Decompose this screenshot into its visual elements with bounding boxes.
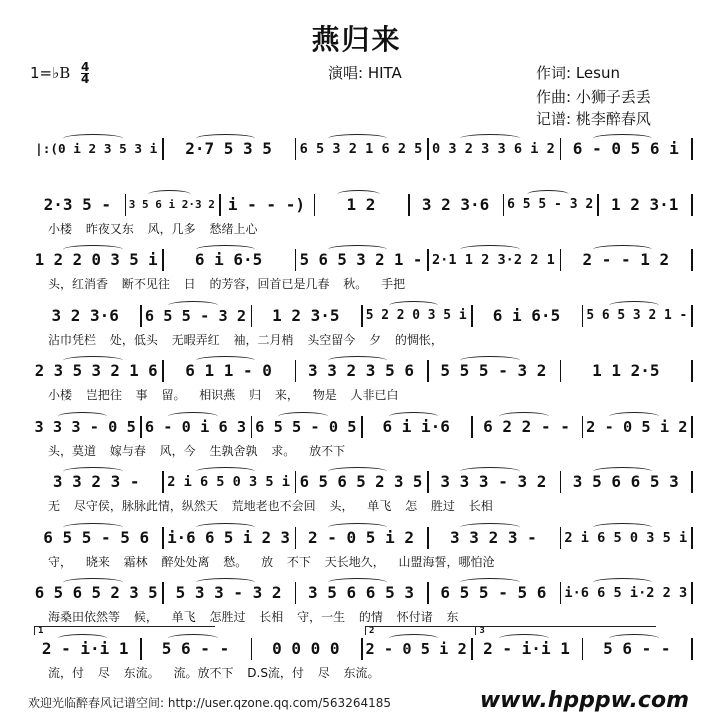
- slur-mark: [63, 134, 123, 143]
- bar-line: [691, 416, 693, 438]
- slur-mark: [389, 301, 439, 310]
- measure: 3 3 2 3 -: [450, 527, 537, 547]
- site-watermark: www.hpppw.com: [479, 688, 689, 713]
- measure: 2·3 5 -: [43, 194, 111, 214]
- notation-line: [30, 625, 692, 662]
- measure: 6 i 6·5: [194, 250, 263, 269]
- slur-mark: [593, 245, 653, 254]
- measure: 6 5 5 - 5 6: [43, 527, 150, 547]
- footer-text: 欢迎光临醉春风记谱空间: http://user.qzone.qq.com/563264185: [28, 696, 392, 710]
- measure: 2 - 0 5 i 2: [365, 639, 467, 658]
- measure: |:(0 i 2 3 5 3 i: [35, 141, 158, 156]
- score-system: [0, 572, 713, 630]
- measure: 6 i 6·5: [492, 305, 561, 325]
- lyric-line: [30, 386, 692, 404]
- bar-line: [691, 360, 693, 382]
- slur-mark: [609, 301, 659, 310]
- slur-mark: [196, 523, 256, 532]
- slur-mark: [389, 412, 439, 421]
- time-bottom: 4: [81, 72, 90, 86]
- lyric-line: [30, 442, 692, 460]
- key-label: 1=: [30, 64, 53, 82]
- transcriber-credit: 记谱: 桃李醉春风: [536, 110, 651, 128]
- measure: 5 3 3 - 3 2: [175, 583, 282, 602]
- score-system: [0, 295, 713, 353]
- measure: 5 6 - -: [603, 638, 671, 658]
- measure: i·6 6 5 i·2 2 3: [564, 585, 688, 601]
- measure: 2 - 0 5 i 2: [308, 527, 414, 547]
- measure: 3 3 2 3 -: [52, 472, 140, 491]
- measure: 6 1 1 - 0: [185, 361, 272, 380]
- bar-line: [691, 527, 693, 549]
- lyric-line: [30, 664, 692, 682]
- measure: 3 2 3·6: [421, 194, 490, 214]
- notation-line: [30, 247, 692, 273]
- measure: 3 5 6 6 5 3: [572, 472, 679, 491]
- score-system: [0, 406, 713, 464]
- score-system: [0, 625, 713, 686]
- lyric-text: 海桑田依然等 候， 单飞 怎胜过 长相 守，一生 的情 怀付诸 东: [48, 610, 459, 624]
- measure: 1 2 2 0 3 5 i: [34, 250, 158, 269]
- measure: 6 2 2 - -: [483, 416, 570, 436]
- score-system: [0, 184, 713, 242]
- bar-line: [691, 138, 693, 160]
- bar-line: [691, 471, 693, 493]
- measure: 2 i 6 5 0 3 5 i: [167, 474, 290, 490]
- measure: 1 1 2·5: [592, 361, 660, 380]
- lyric-text: 流，付 尽 东流。 流。放不下 D.S流，付 尽 东流。: [48, 665, 380, 680]
- slur-mark: [460, 578, 520, 587]
- lyricist-credit: 作词: Lesun: [536, 64, 620, 82]
- slur-mark: [460, 245, 520, 254]
- volta-bracket: 1: [34, 626, 215, 635]
- time-signature: [81, 62, 89, 85]
- measure: 3 2 3·6: [51, 305, 119, 325]
- notation-line: [30, 469, 692, 495]
- lyric-text: 小楼 岂把往 事 留。 相识燕 归 来， 物是 人非已白: [48, 388, 399, 402]
- score-system: [0, 517, 713, 575]
- slur-mark: [499, 412, 549, 421]
- measure: 2 - i·i 1: [483, 638, 570, 658]
- slur-mark: [278, 412, 328, 421]
- slur-mark: [328, 467, 388, 476]
- measure: 6 5 6 5 2 3 5: [299, 472, 423, 491]
- measure: 3 5 6 i 2·3 2: [128, 197, 215, 211]
- slur-mark: [460, 467, 520, 476]
- slur-mark: [460, 523, 520, 532]
- slur-mark: [196, 578, 256, 587]
- slur-mark: [196, 245, 256, 254]
- slur-mark: [196, 356, 256, 365]
- score-system: [0, 239, 713, 297]
- slur-mark: [499, 634, 549, 643]
- notation-line: [30, 414, 692, 440]
- score-system: [0, 128, 713, 186]
- slur-mark: [168, 634, 218, 643]
- measure: 3 3 3 - 3 2: [440, 472, 547, 491]
- measure: 1 2 3·1: [610, 194, 679, 214]
- slur-mark: [58, 634, 108, 643]
- lyric-line: [30, 275, 692, 293]
- slur-mark: [609, 634, 659, 643]
- slur-mark: [328, 523, 388, 532]
- measure: 6 5 3 2 1 6 2 5: [299, 141, 423, 157]
- measure: 6 - 0 i 6 3: [144, 417, 247, 436]
- measure: 2 - - 1 2: [582, 250, 670, 269]
- lyric-line: [30, 220, 692, 238]
- lyric-text: 小楼 昨夜又东 风，几多 愁绪上心: [48, 221, 258, 236]
- time-top: 4: [81, 60, 90, 74]
- measure: 1 2 3·5: [272, 305, 340, 325]
- measure: 2·7 5 3 5: [185, 139, 272, 158]
- bar-line: [691, 582, 693, 604]
- lyric-text: 沾巾凭栏 处，低头 无暇弄红 袖，二月梢 头空留今 夕 的惆怅，: [48, 332, 443, 347]
- slur-mark: [593, 523, 653, 532]
- slur-mark: [168, 412, 218, 421]
- score-system: [0, 350, 713, 408]
- measure: 2 - i·i 1: [41, 638, 129, 658]
- notation-line: [30, 303, 692, 329]
- notation-line: [30, 192, 692, 218]
- slur-mark: [63, 245, 123, 254]
- slur-mark: [328, 134, 388, 143]
- slur-mark: [337, 190, 380, 199]
- composer-credit: 作曲: 小狮子丢丢: [536, 88, 651, 106]
- measure: 5 6 - -: [161, 638, 230, 658]
- measure: 0 3 2 3 3 6 i 2: [432, 141, 555, 157]
- lyric-line: [30, 608, 692, 626]
- slur-mark: [460, 356, 520, 365]
- slur-mark: [63, 523, 123, 532]
- lyric-text: 守， 晓来 霜林 醉处处离 愁。 放 不下 天长地久， 山盟海誓，哪怕沧: [48, 554, 495, 569]
- measure: 3 3 3 - 0 5: [34, 417, 136, 436]
- measure: 2 3 5 3 2 1 6: [34, 361, 158, 380]
- measure: 6 i i·6: [382, 416, 450, 436]
- measure: 6 5 5 - 3 2: [144, 306, 247, 325]
- lyric-text: 无 尽守侯，脉脉此情，纵然天 荒地老也不会回 头， 单飞 怎 胜过 长相: [48, 499, 493, 513]
- slur-mark: [63, 578, 123, 587]
- measure: 2 - 0 5 i 2: [586, 417, 688, 436]
- slur-mark: [196, 134, 256, 143]
- key-signature: [30, 62, 89, 85]
- slur-mark: [593, 134, 653, 143]
- slur-mark: [168, 301, 218, 310]
- measure: 5 6 5 3 2 1 -: [299, 250, 423, 269]
- slur-mark: [593, 467, 653, 476]
- slur-mark: [593, 578, 653, 587]
- slur-mark: [63, 356, 123, 365]
- measure: 5 6 5 3 2 1 -: [586, 307, 688, 323]
- measure: i·6 6 5 i 2 3: [167, 527, 290, 547]
- slur-mark: [609, 412, 659, 421]
- volta-bracket: 3: [475, 626, 656, 635]
- lyric-line: [30, 553, 692, 571]
- slur-mark: [460, 134, 520, 143]
- bar-line: [691, 305, 693, 327]
- key-note: ♭B: [52, 64, 71, 82]
- measure: 3 5 6 6 5 3: [308, 583, 414, 602]
- notation-line: [30, 358, 692, 384]
- measure: 5 5 5 - 3 2: [440, 361, 547, 380]
- slur-mark: [148, 190, 191, 199]
- bar-line: [691, 638, 693, 660]
- bar-line: [691, 194, 693, 216]
- slur-mark: [328, 356, 388, 365]
- bar-line: [691, 249, 693, 271]
- slur-mark: [328, 245, 388, 254]
- measure: 2 i 6 5 0 3 5 i: [564, 529, 688, 546]
- lyric-text: 头，红消香 断不见往 日 的芳容，回首已是几春 秋。 手把: [48, 277, 406, 291]
- lyric-line: [30, 164, 692, 182]
- score-system: [0, 461, 713, 519]
- lyric-text: 头，莫道 嫁与春 风，今 生孰舍孰 求。 放不下: [48, 443, 346, 458]
- measure: 0 0 0 0: [272, 638, 340, 658]
- slur-mark: [527, 190, 570, 199]
- lyric-line: [30, 497, 692, 515]
- slur-mark: [58, 412, 108, 421]
- measure: 6 5 5 - 5 6: [440, 583, 547, 602]
- notation-line: [30, 136, 692, 162]
- slur-mark: [328, 578, 388, 587]
- measure: 5 2 2 0 3 5 i: [365, 307, 467, 323]
- measure: 1 2: [346, 194, 376, 214]
- notation-line: [30, 580, 692, 606]
- volta-bracket: 2: [365, 626, 546, 635]
- slur-mark: [196, 467, 256, 476]
- notation-line: [30, 525, 692, 551]
- slur-mark: [63, 467, 123, 476]
- lyric-line: [30, 331, 692, 349]
- slur-mark: [389, 634, 439, 643]
- song-title: 燕归来: [311, 23, 402, 56]
- measure: 6 5 5 - 3 2: [507, 196, 594, 212]
- singer-credit: 演唱: HITA: [328, 64, 402, 82]
- measure: 6 5 6 5 2 3 5: [34, 583, 158, 602]
- measure: 6 - 0 5 6 i: [572, 139, 679, 158]
- measure: 2·1 1 2 3·2 2 1: [432, 252, 555, 268]
- measure: i - - -): [227, 194, 305, 214]
- measure: 6 5 5 - 0 5: [255, 417, 357, 436]
- measure: 3 3 2 3 5 6: [308, 361, 414, 380]
